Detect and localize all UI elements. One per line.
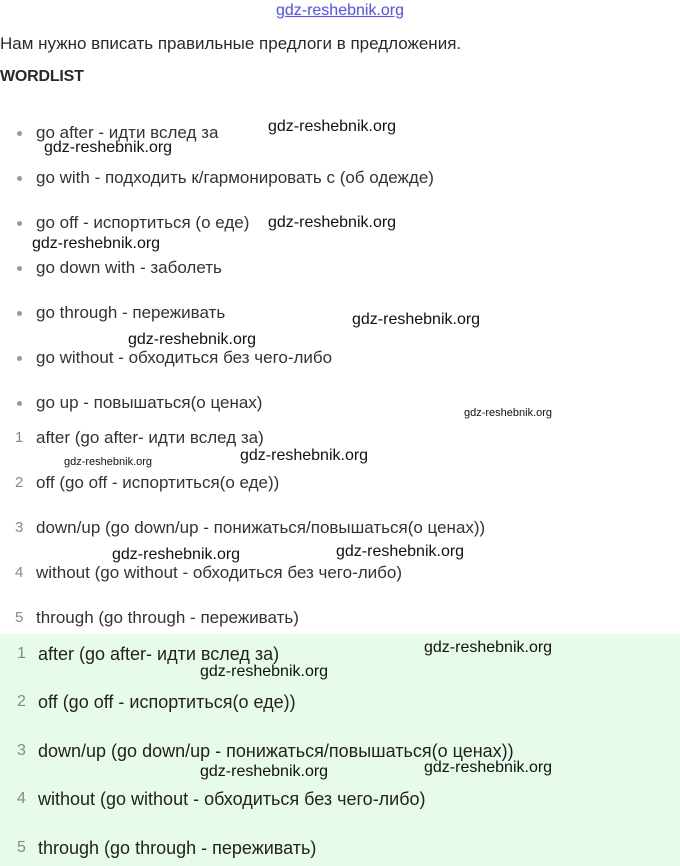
bullet-icon bbox=[17, 311, 22, 316]
bullet-icon bbox=[17, 401, 22, 406]
bullet-icon bbox=[17, 131, 22, 136]
watermark: gdz-reshebnik.org bbox=[336, 543, 465, 560]
bullet-icon bbox=[17, 266, 22, 271]
watermark: gdz-reshebnik.org bbox=[268, 214, 397, 231]
watermark: gdz-reshebnik.org bbox=[44, 139, 173, 156]
watermark: gdz-reshebnik.org bbox=[200, 663, 329, 680]
watermark: gdz-reshebnik.org bbox=[128, 331, 257, 348]
watermark: gdz-reshebnik.org bbox=[32, 235, 161, 252]
wordlist-heading: WORDLIST bbox=[0, 68, 84, 85]
watermark: gdz-reshebnik.org bbox=[64, 456, 153, 468]
intro-text: Нам нужно вписать правильные предлоги в предложения. bbox=[0, 34, 462, 53]
site-link[interactable]: gdz-reshebnik.org bbox=[275, 2, 405, 19]
bullet-icon bbox=[17, 356, 22, 361]
bullet-icon bbox=[17, 221, 22, 226]
watermark: gdz-reshebnik.org bbox=[240, 447, 369, 464]
bullet-icon bbox=[17, 176, 22, 181]
watermark: gdz-reshebnik.org bbox=[200, 763, 329, 780]
watermark: gdz-reshebnik.org bbox=[112, 546, 241, 563]
watermark: gdz-reshebnik.org bbox=[464, 407, 553, 419]
watermark: gdz-reshebnik.org bbox=[352, 311, 481, 328]
watermark: gdz-reshebnik.org bbox=[268, 118, 397, 135]
watermark: gdz-reshebnik.org bbox=[424, 759, 553, 776]
watermark: gdz-reshebnik.org bbox=[424, 639, 553, 656]
